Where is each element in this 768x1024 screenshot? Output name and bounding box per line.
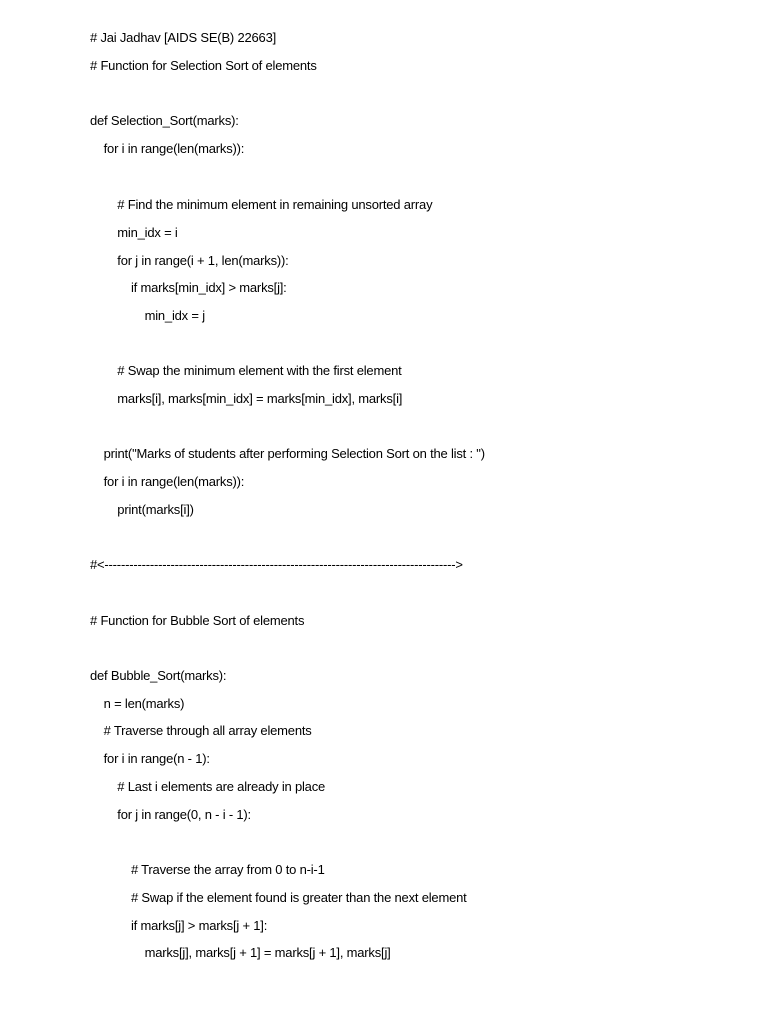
code-line: n = len(marks) (90, 696, 185, 711)
code-line: def Bubble_Sort(marks): (90, 668, 227, 683)
code-line: for j in range(i + 1, len(marks)): (90, 253, 289, 268)
code-line: # Swap the minimum element with the first element (90, 363, 402, 378)
code-line: marks[i], marks[min_idx] = marks[min_idx], marks[i] (90, 391, 403, 406)
code-line: # Jai Jadhav [AIDS SE(B) 22663] (90, 30, 277, 45)
code-line: print(marks[i]) (90, 502, 194, 517)
code-line: # Traverse through all array elements (90, 723, 312, 738)
code-line: def Selection_Sort(marks): (90, 113, 239, 128)
code-line: print("Marks of students after performing Selection Sort on the list : ") (90, 446, 485, 461)
code-line: # Swap if the element found is greater than the next element (90, 890, 467, 905)
code-line: if marks[j] > marks[j + 1]: (90, 918, 268, 933)
code-line: for i in range(len(marks)): (90, 474, 245, 489)
code-line: for j in range(0, n - i - 1): (90, 807, 251, 822)
code-line: # Traverse the array from 0 to n-i-1 (90, 862, 325, 877)
code-line: for i in range(n - 1): (90, 751, 210, 766)
code-line: if marks[min_idx] > marks[j]: (90, 280, 287, 295)
code-line: min_idx = j (90, 308, 205, 323)
code-line: # Find the minimum element in remaining unsorted array (90, 197, 433, 212)
code-line: marks[j], marks[j + 1] = marks[j + 1], marks[j] (90, 945, 391, 960)
code-line: # Function for Bubble Sort of elements (90, 613, 305, 628)
code-line: for i in range(len(marks)): (90, 141, 245, 156)
code-line: # Function for Selection Sort of elements (90, 58, 317, 73)
code-line: # Last i elements are already in place (90, 779, 326, 794)
code-line: min_idx = i (90, 225, 178, 240)
separator-line: #<-------------------------------------------------------------------------------------> (90, 557, 463, 572)
